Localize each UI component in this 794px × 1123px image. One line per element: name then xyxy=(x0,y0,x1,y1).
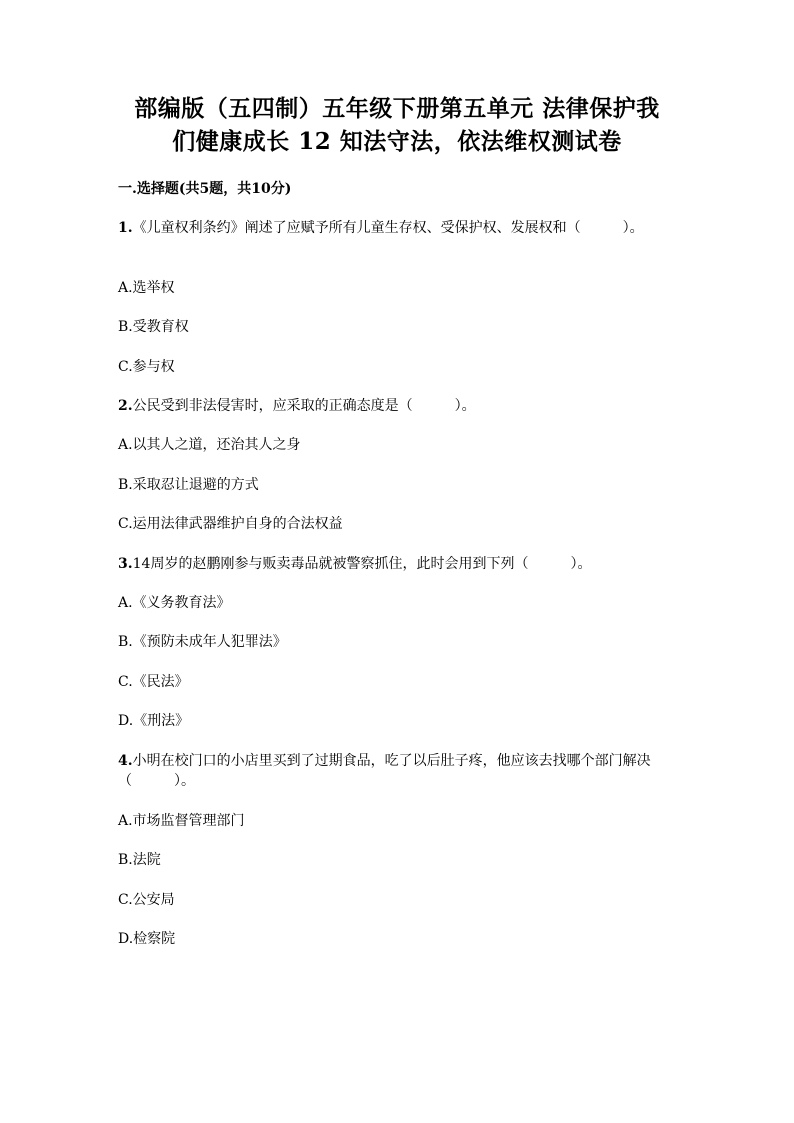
question-2 xyxy=(118,396,678,416)
question-1-option-a: A.选举权 xyxy=(118,280,175,296)
exam-title-line-2: 们健康成长 12 知法守法，依法维权测试卷 xyxy=(172,128,622,155)
question-number: 2. xyxy=(118,398,133,414)
question-4-option-b: B.法院 xyxy=(118,852,161,868)
question-number: 3. xyxy=(118,556,133,572)
question-3-option-a: A.《义务教育法》 xyxy=(118,595,231,611)
question-number: 4. xyxy=(118,753,133,769)
question-4-option-d: D.检察院 xyxy=(118,931,176,947)
question-4-option-c: C.公安局 xyxy=(118,892,175,908)
section-heading: 一.选择题(共5题，共10分) xyxy=(118,181,292,197)
question-2-option-b: B.采取忍让退避的方式 xyxy=(118,477,259,493)
question-3-option-b: B.《预防未成年人犯罪法》 xyxy=(118,634,287,650)
question-4-option-a: A.市场监督管理部门 xyxy=(118,813,245,829)
question-2-option-a: A.以其人之道，还治其人之身 xyxy=(118,437,301,453)
question-number: 1. xyxy=(118,220,133,236)
question-text: 《儿童权利条约》阐述了应赋予所有儿童生存权、受保护权、发展权和（ ）。 xyxy=(132,220,644,236)
question-1-option-c: C.参与权 xyxy=(118,359,175,375)
question-1 xyxy=(118,218,678,238)
question-text: 14周岁的赵鹏刚参与贩卖毒品就被警察抓住，此时会用到下列（ ）。 xyxy=(132,556,592,572)
question-4 xyxy=(118,751,678,791)
exam-title xyxy=(100,92,694,158)
question-3-option-c: C.《民法》 xyxy=(118,674,189,690)
question-text: 小明在校门口的小店里买到了过期食品，吃了以后肚子疼，他应该去找哪个部门解决（ ）。 xyxy=(118,753,651,789)
question-text: 公民受到非法侵害时，应采取的正确态度是（ ）。 xyxy=(132,398,476,414)
exam-title-line-1: 部编版（五四制）五年级下册第五单元 法律保护我 xyxy=(134,95,660,122)
question-3 xyxy=(118,554,678,574)
question-3-option-d: D.《刑法》 xyxy=(118,713,190,729)
question-2-option-c: C.运用法律武器维护自身的合法权益 xyxy=(118,516,343,532)
question-1-option-b: B.受教育权 xyxy=(118,319,189,335)
